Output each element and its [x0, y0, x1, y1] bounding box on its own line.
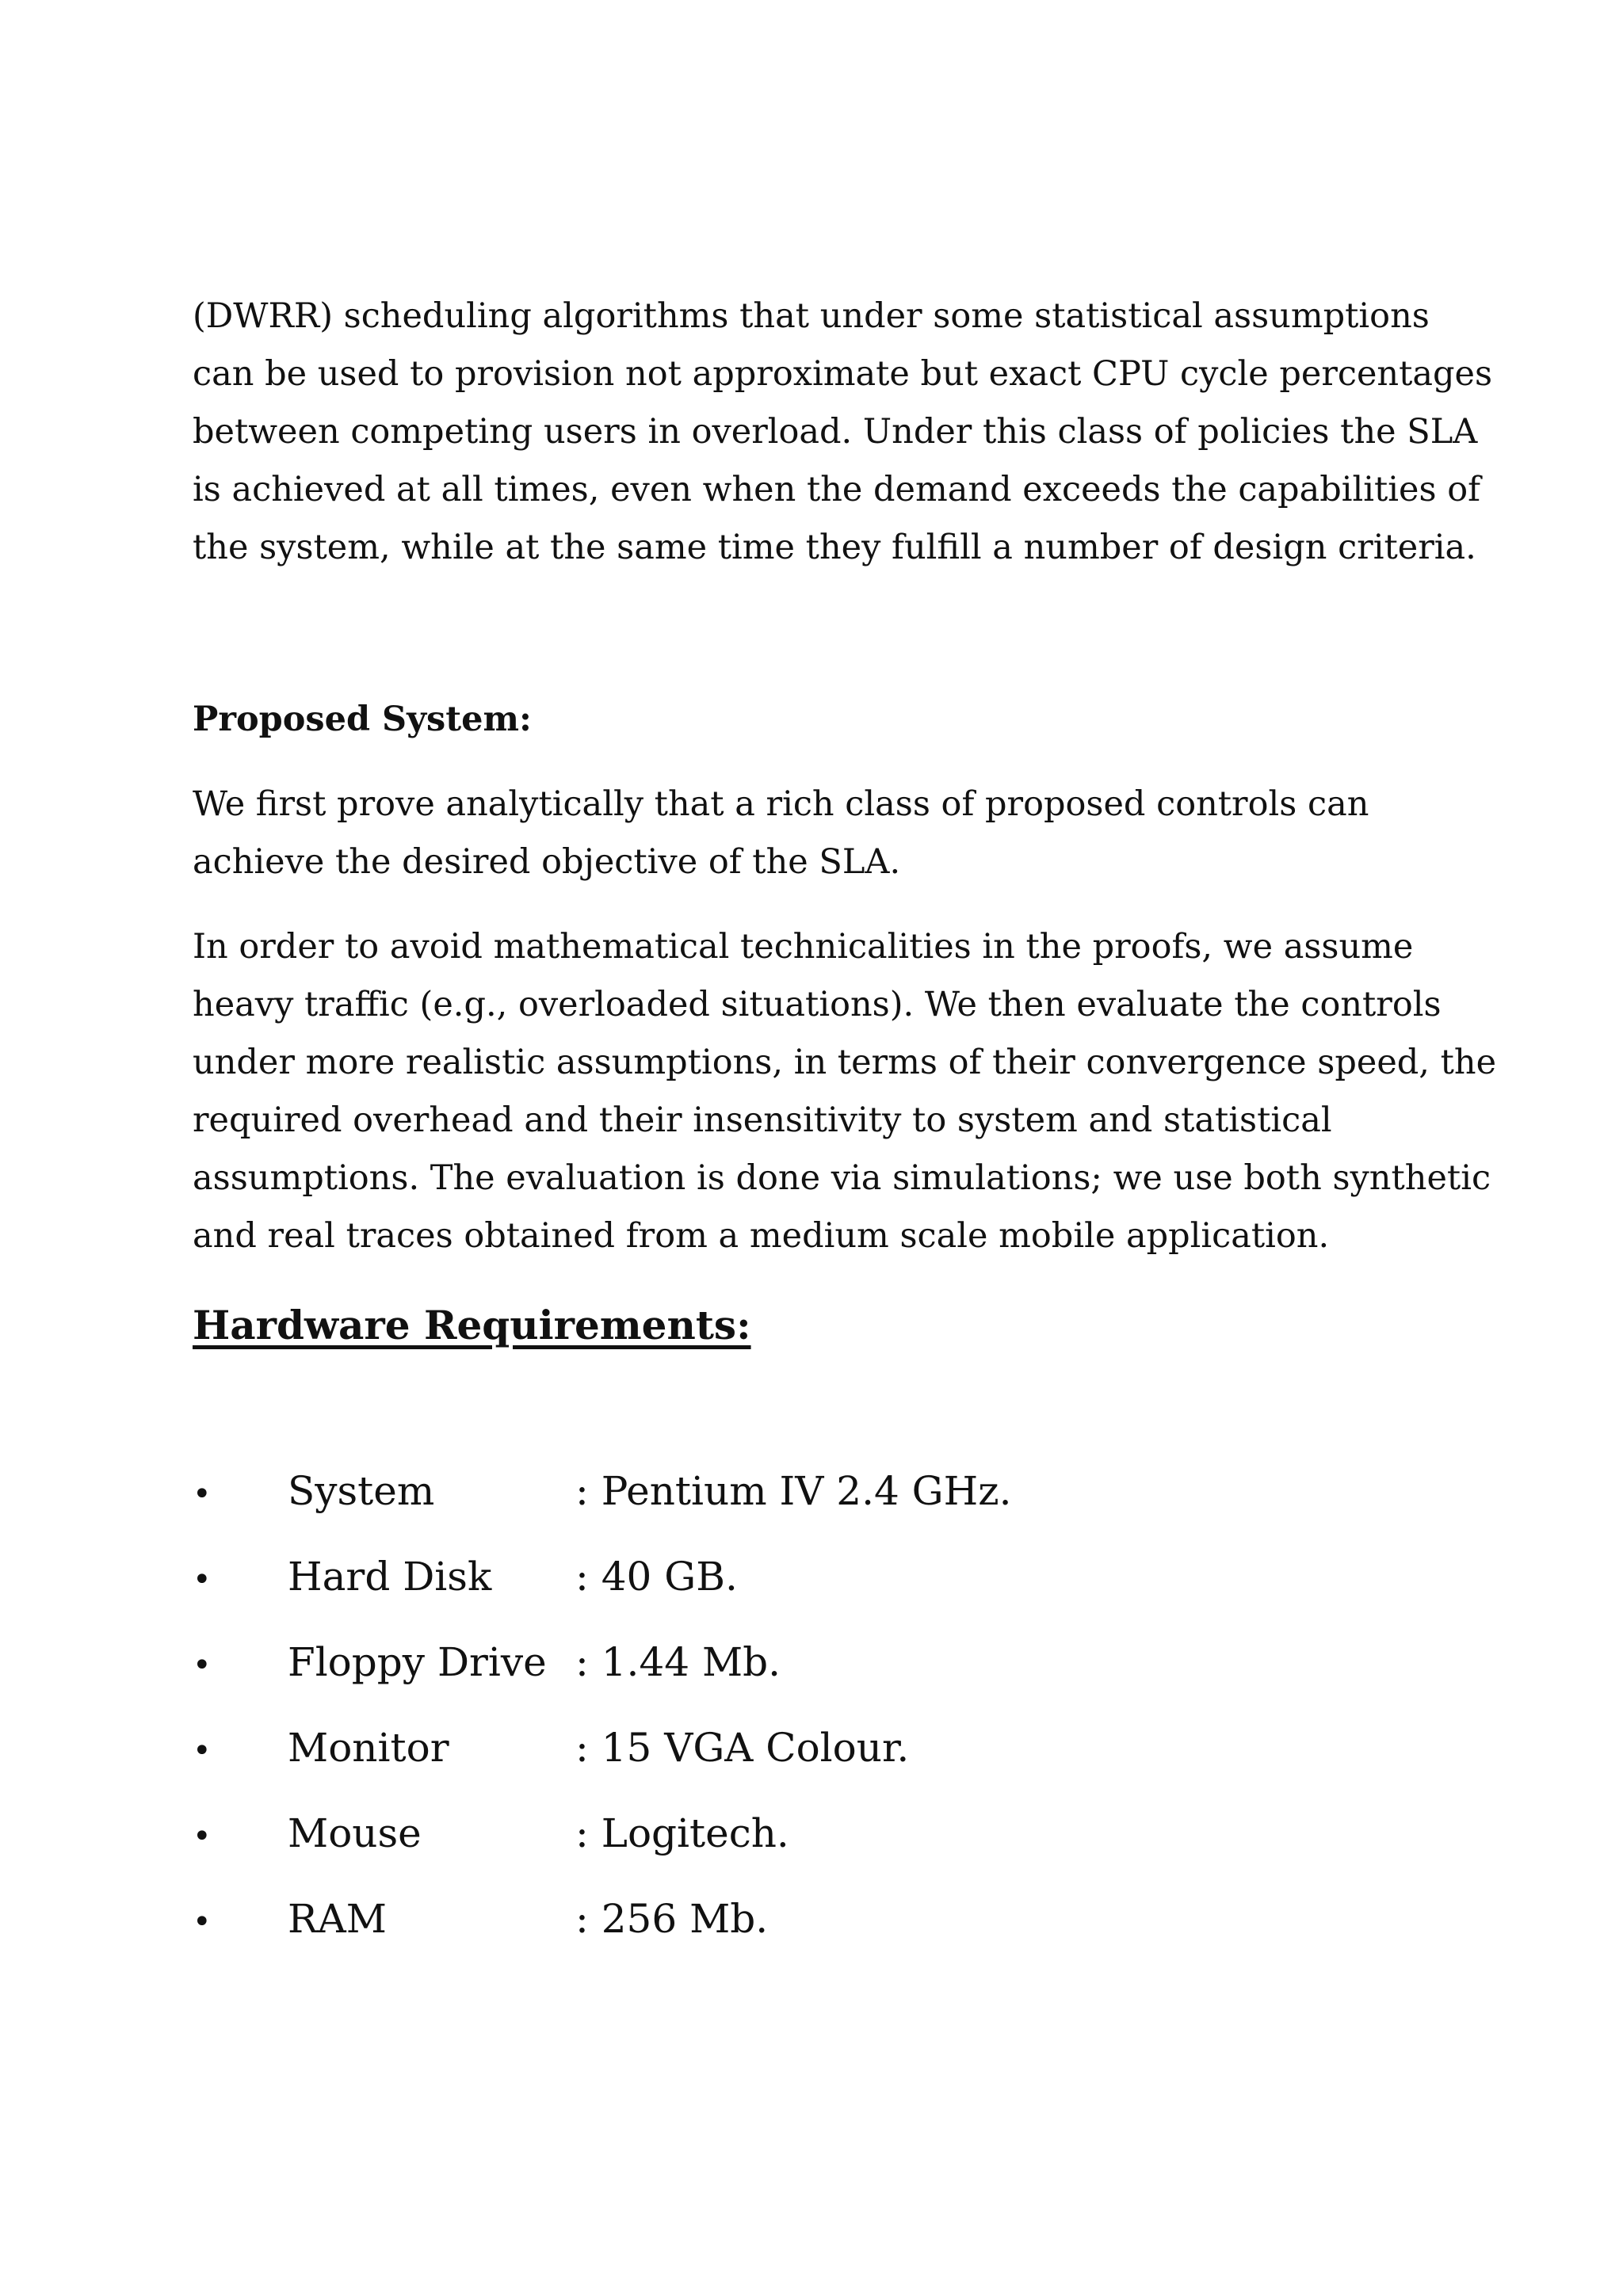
- proposed-system-heading: Proposed System:: [193, 700, 532, 739]
- text-line: and real traces obtained from a medium scale mobile application.: [193, 1216, 1330, 1256]
- intro-paragraph: [193, 288, 1493, 577]
- bullet-icon: •: [193, 1562, 212, 1598]
- spec-value: : Pentium IV 2.4 GHz.: [575, 1468, 1012, 1514]
- spec-item-monitor: [193, 1725, 1381, 1810]
- text-line: We first prove analytically that a rich class of proposed controls can: [193, 784, 1369, 824]
- spec-value: : 40 GB.: [575, 1554, 738, 1600]
- hardware-spec-list: [193, 1468, 1381, 1981]
- spec-label: Hard Disk: [288, 1554, 492, 1600]
- bullet-icon: •: [193, 1904, 212, 1940]
- spec-value: : 256 Mb.: [575, 1896, 769, 1942]
- spec-item-mouse: [193, 1810, 1381, 1896]
- text-line: heavy traffic (e.g., overloaded situations). We then evaluate the controls: [193, 985, 1442, 1024]
- proposed-paragraph-2: [193, 918, 1497, 1265]
- spec-label: Mouse: [288, 1810, 422, 1856]
- spec-item-hard-disk: [193, 1554, 1381, 1639]
- text-line: assumptions. The evaluation is done via simulations; we use both synthetic: [193, 1158, 1491, 1198]
- spec-item-floppy-drive: [193, 1639, 1381, 1725]
- spec-item-ram: [193, 1896, 1381, 1981]
- text-line: is achieved at all times, even when the demand exceeds the capabilities of: [193, 470, 1481, 509]
- text-line: In order to avoid mathematical technicalities in the proofs, we assume: [193, 927, 1414, 967]
- spec-value: : Logitech.: [575, 1810, 789, 1856]
- spec-label: Floppy Drive: [288, 1639, 547, 1685]
- text-line: (DWRR) scheduling algorithms that under some statistical assumptions: [193, 296, 1430, 336]
- text-line: under more realistic assumptions, in terms of their convergence speed, the: [193, 1043, 1497, 1082]
- text-line: required overhead and their insensitivity to system and statistical: [193, 1100, 1332, 1140]
- spec-label: RAM: [288, 1896, 387, 1942]
- spec-label: Monitor: [288, 1725, 449, 1771]
- text-line: achieve the desired objective of the SLA.: [193, 842, 901, 882]
- text-line: can be used to provision not approximate but exact CPU cycle percentages: [193, 354, 1493, 394]
- spec-value: : 15 VGA Colour.: [575, 1725, 910, 1771]
- bullet-icon: •: [193, 1733, 212, 1769]
- bullet-icon: •: [193, 1818, 212, 1855]
- text-line: between competing users in overload. Under this class of policies the SLA: [193, 412, 1478, 452]
- spec-value: : 1.44 Mb.: [575, 1639, 781, 1685]
- proposed-paragraph-1: [193, 776, 1445, 891]
- spec-label: System: [288, 1468, 435, 1514]
- bullet-icon: •: [193, 1647, 212, 1684]
- bullet-icon: •: [193, 1476, 212, 1512]
- text-line: the system, while at the same time they fulfill a number of design criteria.: [193, 528, 1476, 567]
- hardware-requirements-heading: Hardware Requirements:: [193, 1302, 751, 1348]
- spec-item-system: [193, 1468, 1381, 1554]
